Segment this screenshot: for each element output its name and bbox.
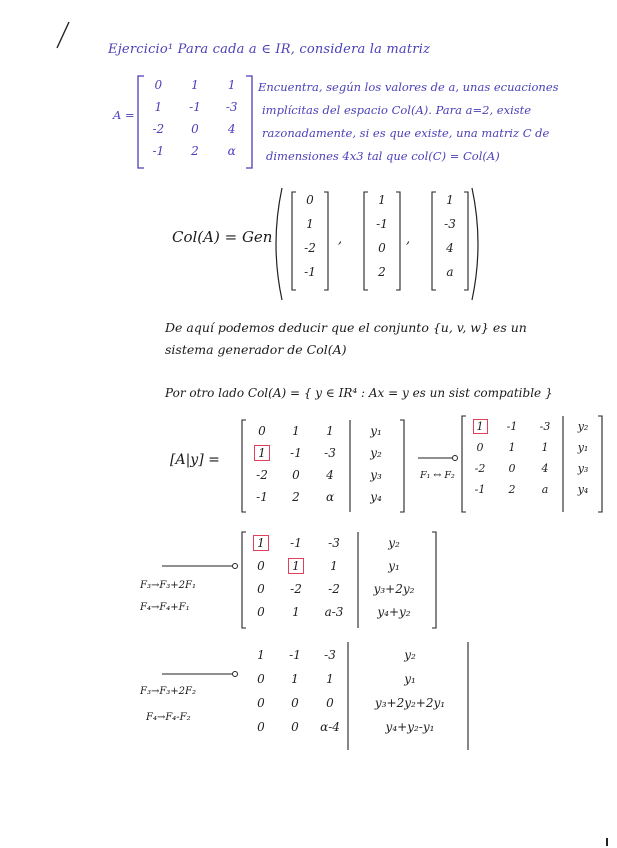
matrix-a-cell: 2 bbox=[191, 144, 199, 158]
statement-line-1: Encuentra, según los valores de a, unas ecuaciones bbox=[258, 80, 559, 94]
aug3-cell: y₁ bbox=[388, 559, 400, 573]
aug1-cell: 4 bbox=[326, 468, 334, 482]
aug4-cell: y₂ bbox=[404, 648, 416, 662]
gen-vector-u bbox=[296, 193, 324, 279]
aug3-cell: y₂ bbox=[388, 536, 400, 550]
matrix-a-cell: 0 bbox=[191, 122, 199, 136]
vector-entry: 1 bbox=[378, 193, 386, 207]
aug1-cell: y₁ bbox=[370, 424, 382, 438]
aug2-cell: -1 bbox=[506, 420, 518, 433]
aug4-cell: 0 bbox=[291, 720, 299, 734]
aug2-cell: y₃ bbox=[577, 462, 589, 475]
aug3-matrix bbox=[244, 536, 438, 619]
aug2-cell: 0 bbox=[476, 441, 484, 454]
aug4-cell: y₄+y₂-y₁ bbox=[385, 720, 435, 734]
vector-entry: 1 bbox=[446, 193, 454, 207]
row-op-arrow-2 bbox=[160, 560, 240, 572]
aug3-cell: 1 bbox=[330, 559, 338, 573]
gen-comma-2: , bbox=[406, 232, 411, 247]
aug3-cell: a-3 bbox=[324, 605, 344, 619]
aug2-cell: y₄ bbox=[577, 483, 589, 496]
row-op-3a-label: F₃→F₃+2F₂ bbox=[140, 686, 196, 697]
matrix-a-cell: 1 bbox=[154, 100, 163, 114]
matrix-a-cell: 1 bbox=[191, 78, 199, 92]
matrix-a-cell: -1 bbox=[152, 144, 165, 158]
aug1-cell: -3 bbox=[324, 446, 336, 460]
paragraph-2: Por otro lado Col(A) = { y ∈ IR⁴ : Ax = y es un sist compatible } bbox=[165, 386, 553, 400]
row-op-1-label: F₁ ↔ F₂ bbox=[420, 470, 455, 481]
vector-entry: 2 bbox=[378, 265, 386, 279]
aug1-cell: 1 bbox=[292, 424, 300, 438]
aug4-cell: 0 bbox=[257, 672, 265, 686]
aug3-cell: -2 bbox=[290, 582, 302, 596]
aug1-matrix bbox=[245, 424, 405, 504]
aug4-matrix bbox=[244, 648, 472, 734]
aug2-cell: y₂ bbox=[577, 420, 589, 433]
matrix-a-cell: -1 bbox=[189, 100, 201, 114]
aug1-cell: 1 bbox=[326, 424, 334, 438]
edge-mark bbox=[606, 838, 608, 846]
statement-line-4: dimensiones 4x3 tal que col(C) = Col(A) bbox=[266, 149, 500, 163]
aug2-matrix bbox=[464, 420, 604, 496]
aug4-cell: 0 bbox=[257, 720, 265, 734]
aug4-cell: 1 bbox=[291, 672, 299, 686]
vector-entry: -1 bbox=[376, 217, 388, 231]
aug1-cell: -1 bbox=[290, 446, 302, 460]
vector-entry: 1 bbox=[306, 217, 314, 231]
aug3-cell: -3 bbox=[328, 536, 340, 550]
vector-entry: -3 bbox=[444, 217, 456, 231]
aug3-cell: 0 bbox=[257, 582, 265, 596]
aug4-cell: 0 bbox=[257, 696, 265, 710]
aug2-cell: -1 bbox=[474, 483, 486, 496]
row-op-2b-label: F₄→F₄+F₁ bbox=[140, 602, 190, 613]
statement-line-2: implícitas del espacio Col(A). Para a=2, existe bbox=[262, 103, 532, 117]
aug2-cell: -2 bbox=[474, 462, 486, 475]
aug3-cell: -2 bbox=[328, 582, 340, 596]
aug1-cell: 2 bbox=[292, 490, 300, 504]
statement-line-3: razonadamente, si es que existe, una matriz C de bbox=[262, 126, 550, 140]
matrix-a-cell: 1 bbox=[227, 78, 236, 92]
matrix-a-cell: -3 bbox=[225, 100, 238, 114]
aug3-cell: y₃+2y₂ bbox=[373, 582, 415, 596]
matrix-a-cell: α bbox=[227, 144, 236, 158]
aug4-cell: -3 bbox=[324, 648, 336, 662]
aug1-cell: -2 bbox=[256, 468, 268, 482]
aug1-cell: y₄ bbox=[370, 490, 382, 504]
aug4-cell: -1 bbox=[289, 648, 301, 662]
row-op-3b-label: F₄→F₄-F₂ bbox=[146, 712, 191, 723]
aug3-pivot-cell: 1 bbox=[254, 536, 268, 550]
matrix-a-cell: 0 bbox=[154, 78, 163, 92]
aug1-cell: -1 bbox=[256, 490, 268, 504]
aug3-cell: 0 bbox=[257, 605, 265, 619]
aug2-cell: 1 bbox=[541, 441, 549, 454]
aug4-cell: 1 bbox=[326, 672, 334, 686]
aug4-cell: 0 bbox=[291, 696, 299, 710]
vector-entry: 0 bbox=[306, 193, 314, 207]
vector-entry: -1 bbox=[304, 265, 316, 279]
matrix-a-label: A = bbox=[113, 108, 135, 122]
vector-entry: 0 bbox=[378, 241, 386, 255]
gen-vector-w bbox=[436, 193, 464, 279]
aug4-cell: α-4 bbox=[320, 720, 340, 734]
row-op-arrow-3 bbox=[160, 668, 240, 680]
gen-vector-v bbox=[368, 193, 396, 279]
matrix-a-cell: -2 bbox=[152, 122, 165, 136]
augmented-label: [A|y] = bbox=[170, 452, 220, 468]
aug1-cell: 0 bbox=[292, 468, 300, 482]
aug4-cell: y₁ bbox=[404, 672, 416, 686]
aug1-cell: α bbox=[325, 490, 335, 504]
matrix-a-cell: 4 bbox=[227, 122, 236, 136]
aug3-cell: 1 bbox=[292, 605, 300, 619]
aug2-cell: 1 bbox=[508, 441, 516, 454]
aug2-cell: y₁ bbox=[577, 441, 589, 454]
aug4-cell: y₃+2y₂+2y₁ bbox=[374, 696, 446, 710]
aug2-pivot-cell: 1 bbox=[474, 420, 487, 433]
paragraph-1-line-2: sistema generador de Col(A) bbox=[165, 342, 347, 357]
aug1-cell: y₂ bbox=[370, 446, 382, 460]
matrix-a bbox=[140, 78, 250, 158]
gen-comma-1: , bbox=[338, 232, 343, 247]
aug3-cell: y₄+y₂ bbox=[377, 605, 411, 619]
vector-entry: a bbox=[446, 265, 454, 279]
aug2-cell: -3 bbox=[539, 420, 551, 433]
aug2-cell: 0 bbox=[508, 462, 516, 475]
aug2-cell: 4 bbox=[541, 462, 549, 475]
aug3-cell: 0 bbox=[257, 559, 265, 573]
vector-entry: 4 bbox=[446, 241, 454, 255]
aug4-cell: 0 bbox=[326, 696, 334, 710]
vector-entry: -2 bbox=[304, 241, 316, 255]
aug2-cell: a bbox=[541, 483, 549, 496]
aug1-cell: y₃ bbox=[370, 468, 382, 482]
aug1-pivot-cell: 1 bbox=[255, 446, 269, 460]
corner-slash-mark bbox=[55, 20, 71, 50]
row-op-arrow-1 bbox=[416, 452, 460, 464]
aug1-cell: 0 bbox=[258, 424, 266, 438]
row-op-2a-label: F₃→F₃+2F₁ bbox=[140, 580, 196, 591]
paragraph-1-line-1: De aquí podemos deducir que el conjunto {u, v, w} es un bbox=[165, 320, 527, 335]
aug3-pivot-cell: 1 bbox=[289, 559, 303, 573]
aug4-cell: 1 bbox=[257, 648, 265, 662]
exercise-title: Ejercicio¹ Para cada a ∈ IR, considera la matriz bbox=[108, 42, 431, 57]
aug2-cell: 2 bbox=[508, 483, 516, 496]
col-a-gen-label: Col(A) = Gen bbox=[172, 228, 273, 246]
aug3-cell: -1 bbox=[290, 536, 302, 550]
